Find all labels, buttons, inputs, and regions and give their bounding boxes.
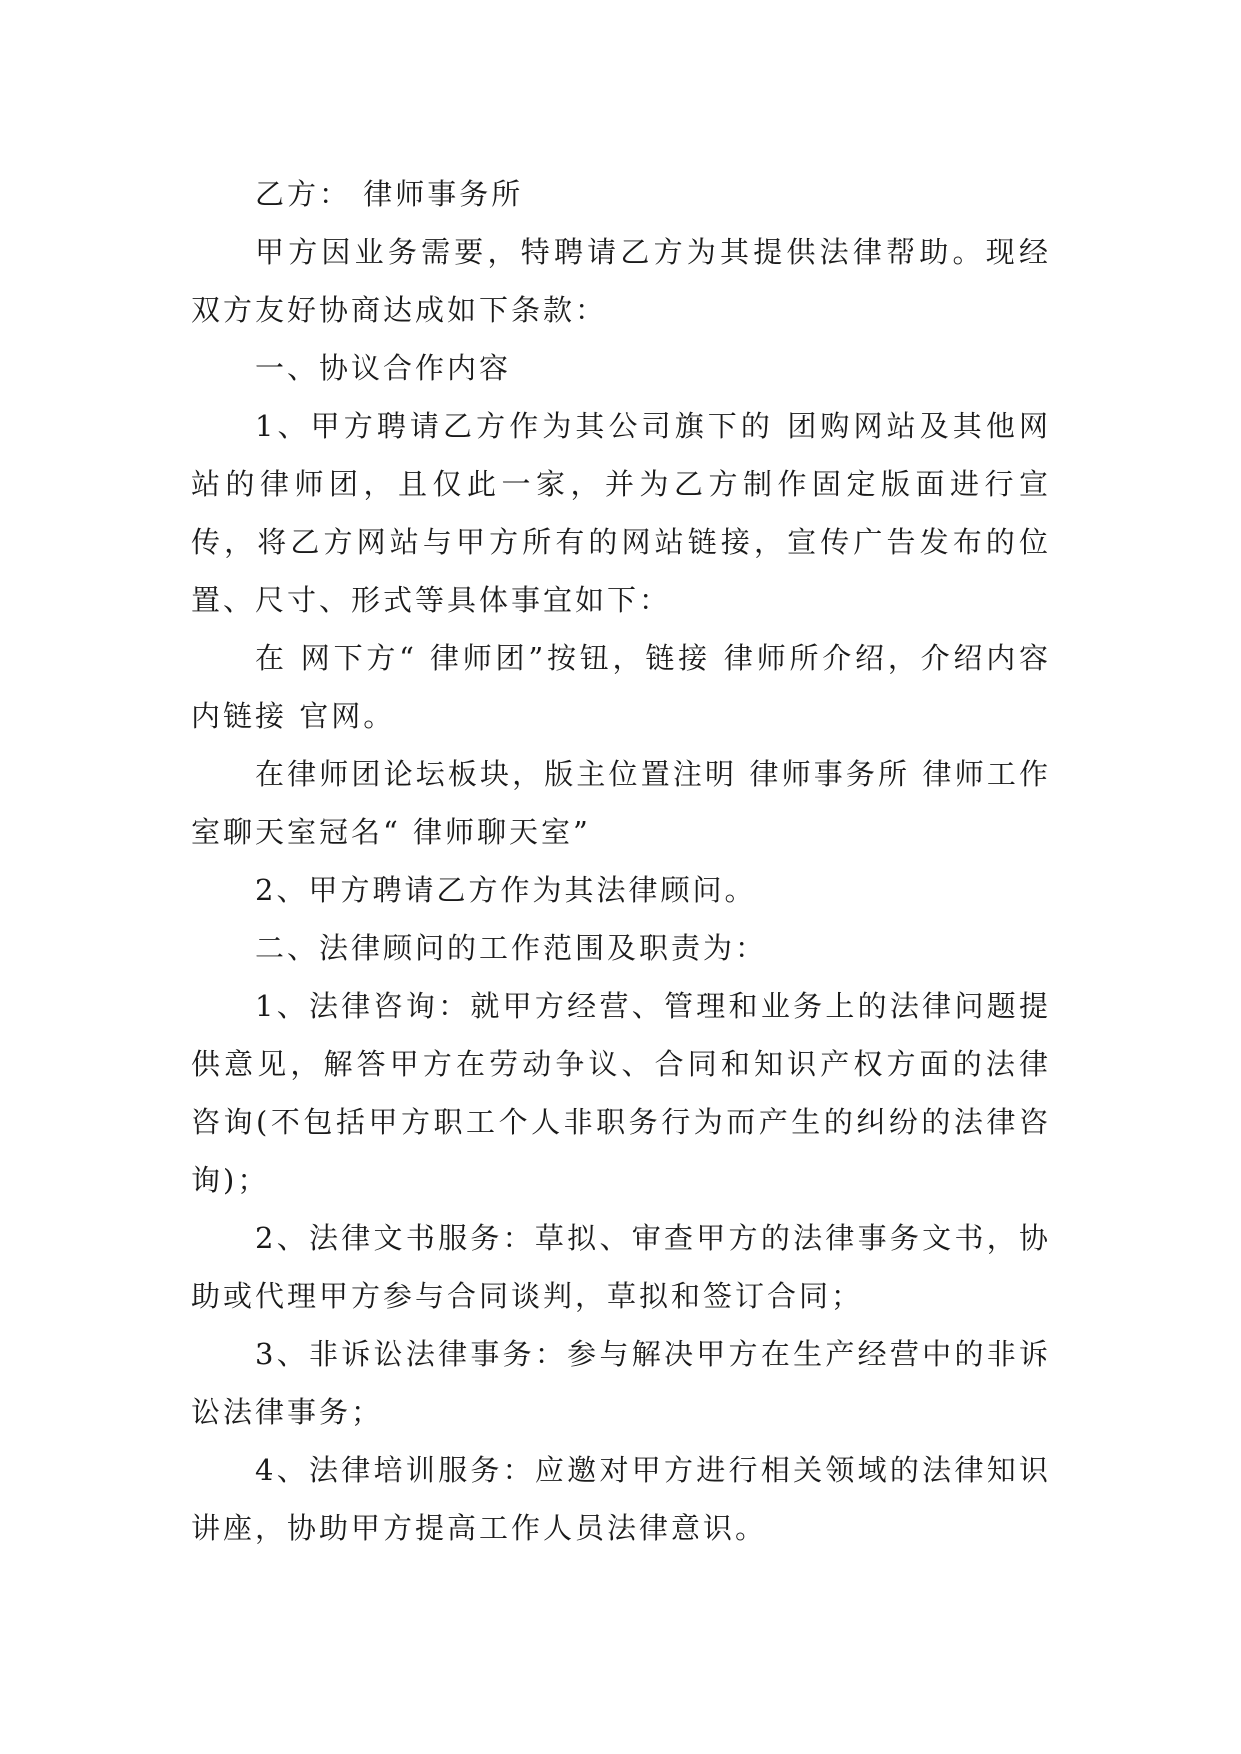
clause-2-3: 3、非诉讼法律事务：参与解决甲方在生产经营中的非诉讼法律事务； — [191, 1337, 1051, 1429]
document-body — [191, 165, 1051, 1557]
preamble-paragraph: 甲方因业务需要，特聘请乙方为其提供法律帮助。现经双方友好协商达成如下条款： — [191, 235, 1051, 327]
clause-2-4: 4、法律培训服务：应邀对甲方进行相关领域的法律知识讲座，协助甲方提高工作人员法律意识。 — [191, 1453, 1051, 1545]
clause-2-1: 1、法律咨询：就甲方经营、管理和业务上的法律问题提供意见，解答甲方在劳动争议、合同和知识产权方面的法律咨询(不包括甲方职工个人非职务行为而产生的纠纷的法律咨询)； — [191, 989, 1051, 1197]
section-heading-cooperation: 一、协议合作内容 — [255, 351, 512, 385]
clause-link-button: 在 网下方“ 律师团”按钮，链接 律师所介绍，介绍内容内链接 官网。 — [191, 641, 1051, 733]
section-heading-scope: 二、法律顾问的工作范围及职责为： — [255, 931, 768, 965]
clause-2-2: 2、法律文书服务：草拟、审查甲方的法律事务文书，协助或代理甲方参与合同谈判，草拟和签订合同； — [191, 1221, 1051, 1313]
clause-forum-section: 在律师团论坛板块，版主位置注明 律师事务所 律师工作室聊天室冠名“ 律师聊天室” — [191, 757, 1051, 849]
clause-1-1: 1、甲方聘请乙方作为其公司旗下的 团购网站及其他网站的律师团，且仅此一家，并为乙方制作固定版面进行宣传，将乙方网站与甲方所有的网站链接，宣传广告发布的位置、尺寸、形式等具体事宜如下： — [191, 409, 1051, 617]
party-b-line: 乙方： 律师事务所 — [255, 177, 524, 211]
clause-1-2: 2、甲方聘请乙方作为其法律顾问。 — [255, 873, 757, 907]
